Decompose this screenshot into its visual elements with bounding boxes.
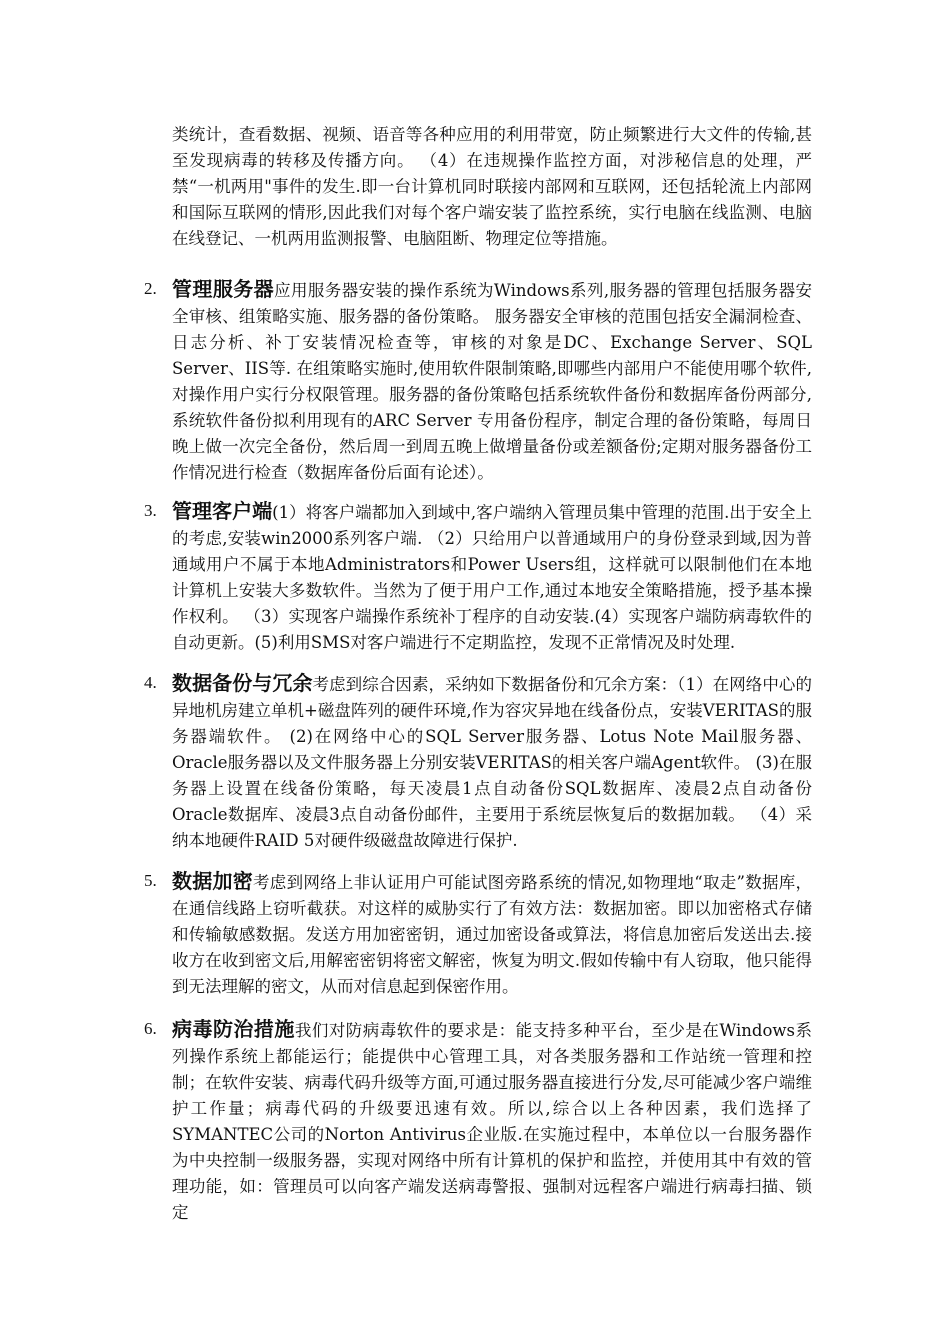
list-item-data-backup [144,670,813,854]
list-number: 2. [144,279,157,298]
item-heading: 管理服务器 [172,277,275,301]
list-number: 4. [144,673,157,692]
list-item-manage-server [144,276,813,486]
item-text: 考虑到综合因素，采纳如下数据备份和冗余方案：（1）在网络中心的异地机房建立单机+磁盘阵列的硬件环境,作为容灾异地在线备份点，安装VERITAS的服务器端软件。 (2)在网络中心的SQL Server服务器、Lotus Note Mail服务器、Oracle服务器以及文件服务器上分别安装VERITAS的相关客户端Agent软件。 (3)在服务器上设置在线备份策略，每天凌晨1点自动备份SQL数据库、凌晨2点自动备份Oracle数据库、凌晨3点自动备份邮件，主要用于系统层恢复后的数据加载。 （4）采纳本地硬件RAID 5对硬件级磁盘故障进行保护. [172,675,813,850]
item-text: 考虑到网络上非认证用户可能试图旁路系统的情况,如物理地“取走”数据库，在通信线路上窃听截获。对这样的威胁实行了有效方法：数据加密。即以加密格式存储和传输敏感数据。发送方用加密密钥，通过加密设备或算法，将信息加密后发送出去.接收方在收到密文后,用解密密钥将密文解密，恢复为明文.假如传输中有人窃取，他只能得到无法理解的密文，从而对信息起到保密作用。 [172,873,812,996]
item-text: 应用服务器安装的操作系统为Windows系列,服务器的管理包括服务器安全审核、组策略实施、服务器的备份策略。 服务器安全审核的范围包括安全漏洞检查、日志分析、补丁安装情况检查等，审核的对象是DC、Exchange Server、SQL Server、IIS等. 在组策略实施时,使用软件限制策略,即哪些内部用户不能使用哪个软件,对操作用户实行分权限管理。服务器的备份策略包括系统软件备份和数据库备份两部分,系统软件备份拟利用现有的ARC Server 专用备份程序，制定合理的备份策略，每周日晚上做一次完全备份，然后周一到周五晚上做增量备份或差额备份;定期对服务器备份工作情况进行检查（数据库备份后面有论述）。 [172,281,813,482]
list-number: 3. [144,501,157,520]
intro-paragraph: 类统计，查看数据、视频、语音等各种应用的利用带宽，防止频繁进行大文件的传输,甚至发现病毒的转移及传播方向。 （4）在违规操作监控方面，对涉秘信息的处理，严禁“一机两用"事件的发生.即一台计算机同时联接内部网和互联网，还包括轮流上内部网和国际互联网的情形,因此我们对每个客户端安装了监控系统，实行电脑在线监测、电脑在线登记、一机两用监测报警、电脑阻断、物理定位等措施。 [172,125,812,248]
list-item-virus-prevention [144,1016,812,1226]
list-number: 5. [144,871,157,890]
item-text: 我们对防病毒软件的要求是：能支持多种平台，至少是在Windows系列操作系统上都能运行；能提供中心管理工具，对各类服务器和工作站统一管理和控制；在软件安装、病毒代码升级等方面,可通过服务器直接进行分发,尽可能减少客户端维护工作量；病毒代码的升级要迅速有效。所以,综合以上各种因素，我们选择了SYMANTEC公司的Norton Antivirus企业版.在实施过程中，本单位以一台服务器作为中央控制一级服务器，实现对网络中所有计算机的保护和监控，并使用其中有效的管理功能，如：管理员可以向客产端发送病毒警报、强制对远程客户端进行病毒扫描、锁定 [172,1021,812,1222]
item-heading: 数据备份与冗余 [172,671,313,695]
item-heading: 管理客户端 [172,499,273,523]
list-item-manage-client [144,498,812,656]
item-heading: 数据加密 [172,869,254,893]
list-item-data-encryption [144,868,812,1000]
item-text: (1）将客户端都加入到域中,客户端纳入管理员集中管理的范围.出于安全上的考虑,安装win2000系列客户端. （2）只给用户以普通域用户的身份登录到域,因为普通域用户不属于本地Administrators和Power Users组，这样就可以限制他们在本地计算机上安装大多数软件。当然为了便于用户工作,通过本地安全策略措施，授予基本操作权利。 （3）实现客户端操作系统补丁程序的自动安装.(4）实现客户端防病毒软件的自动更新。(5)利用SMS对客户端进行不定期监控，发现不正常情况及时处理. [172,503,812,652]
list-number: 6. [144,1019,157,1038]
item-heading: 病毒防治措施 [172,1017,295,1041]
